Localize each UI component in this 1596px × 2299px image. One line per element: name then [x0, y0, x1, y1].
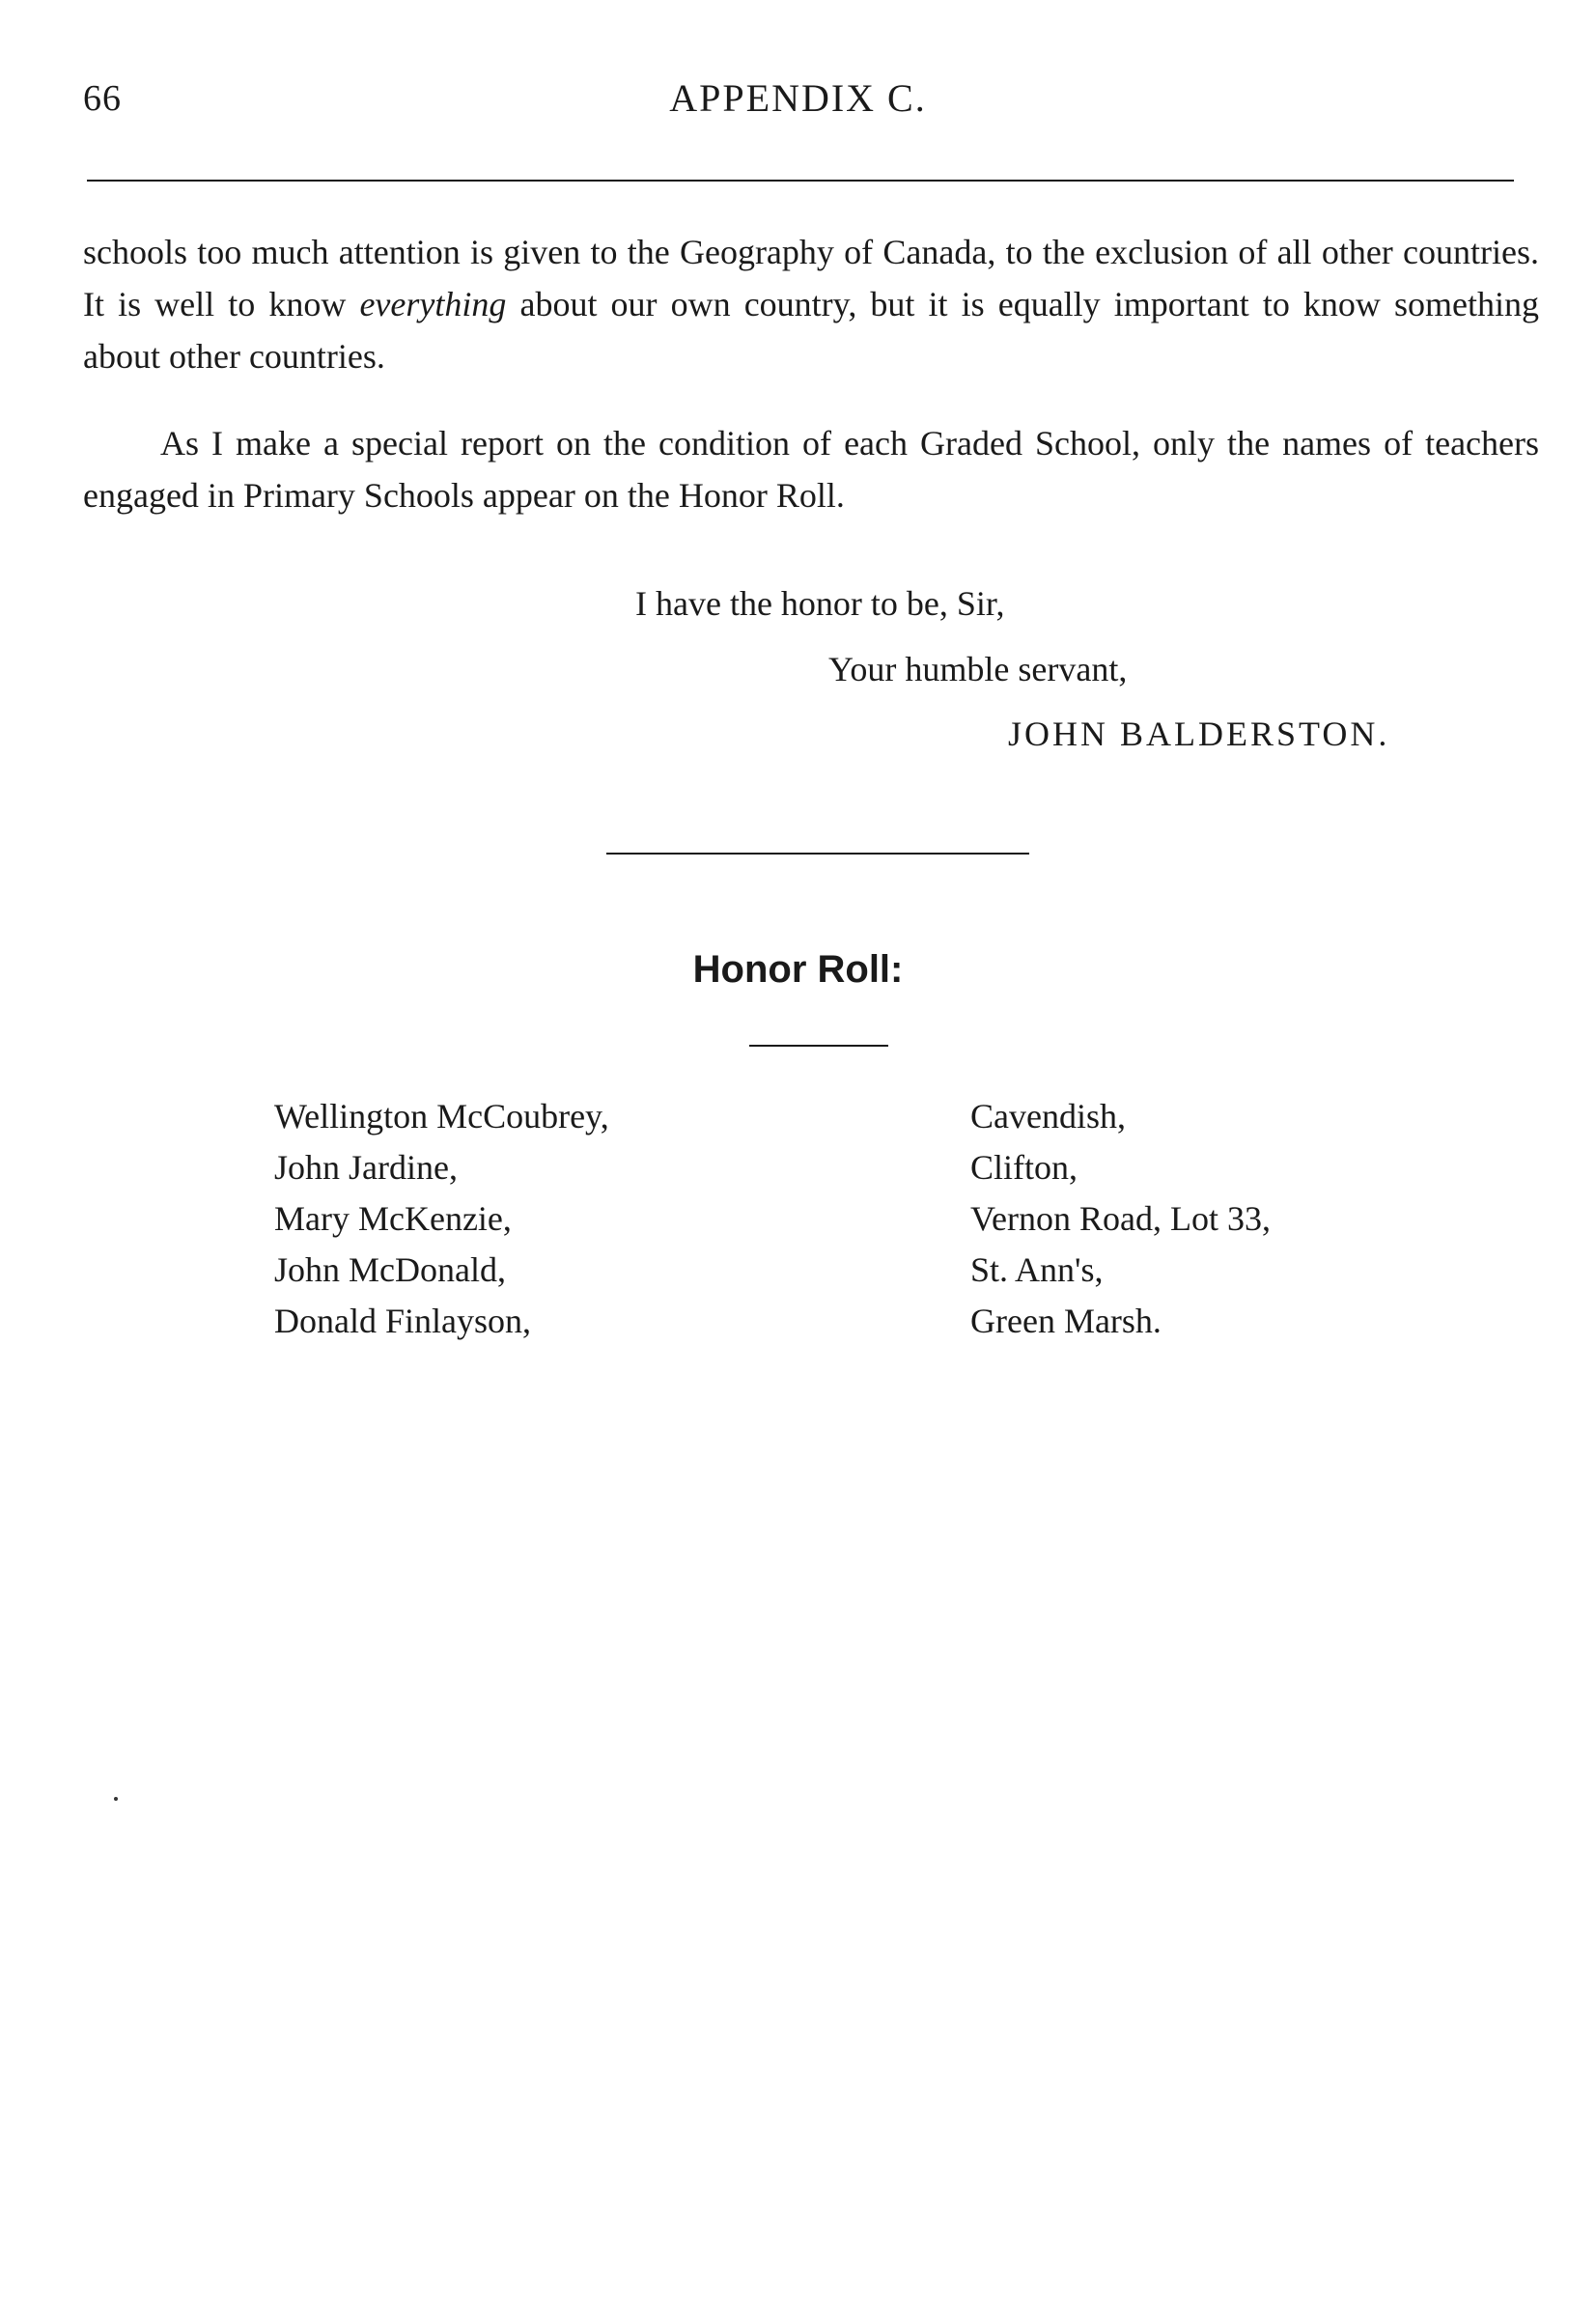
school-location: St. Ann's,	[970, 1250, 1104, 1289]
paragraph-geography-text-start: schools too much attention is given to the Geography of Canada, to the exclusion of all other countries. It is well to know	[83, 233, 1539, 323]
paragraph-honor-roll-note: As I make a special report on the condition of each Graded School, only the names of teachers engaged in Primary Schools appear on the Honor Roll.	[83, 424, 1539, 515]
school-location: Cavendish,	[970, 1097, 1126, 1135]
header-rule	[87, 180, 1514, 182]
school-location: Vernon Road, Lot 33,	[970, 1199, 1271, 1238]
honor-roll-list	[0, 1091, 1596, 1347]
honor-roll-entry	[0, 1142, 1596, 1193]
page-number: 66	[83, 78, 122, 119]
teacher-name: John Jardine,	[274, 1148, 458, 1187]
ink-speck	[114, 1797, 118, 1801]
signature: JOHN BALDERSTON.	[1008, 715, 1390, 753]
honor-roll-heading: Honor Roll:	[692, 948, 904, 991]
closing-humble-servant: Your humble servant,	[828, 650, 1128, 688]
running-head: APPENDIX C.	[669, 76, 927, 120]
honor-roll-entry	[0, 1193, 1596, 1245]
teacher-name: Wellington McCoubrey,	[274, 1097, 609, 1135]
paragraph-geography-text-end: about our own country, but it is equally important to know something about other countries.	[83, 285, 1540, 376]
paragraph-geography	[83, 226, 1539, 382]
teacher-name: John McDonald,	[274, 1250, 506, 1289]
honor-roll-entry	[0, 1091, 1596, 1142]
section-divider	[606, 853, 1029, 855]
emphasis-everything: everything	[359, 285, 507, 323]
school-location: Green Marsh.	[970, 1302, 1162, 1340]
teacher-name: Donald Finlayson,	[274, 1302, 531, 1340]
honor-roll-underline	[749, 1045, 888, 1047]
honor-roll-entry	[0, 1245, 1596, 1296]
honor-roll-entry	[0, 1296, 1596, 1347]
closing-salutation: I have the honor to be, Sir,	[635, 584, 1005, 623]
teacher-name: Mary McKenzie,	[274, 1199, 512, 1238]
school-location: Clifton,	[970, 1148, 1078, 1187]
